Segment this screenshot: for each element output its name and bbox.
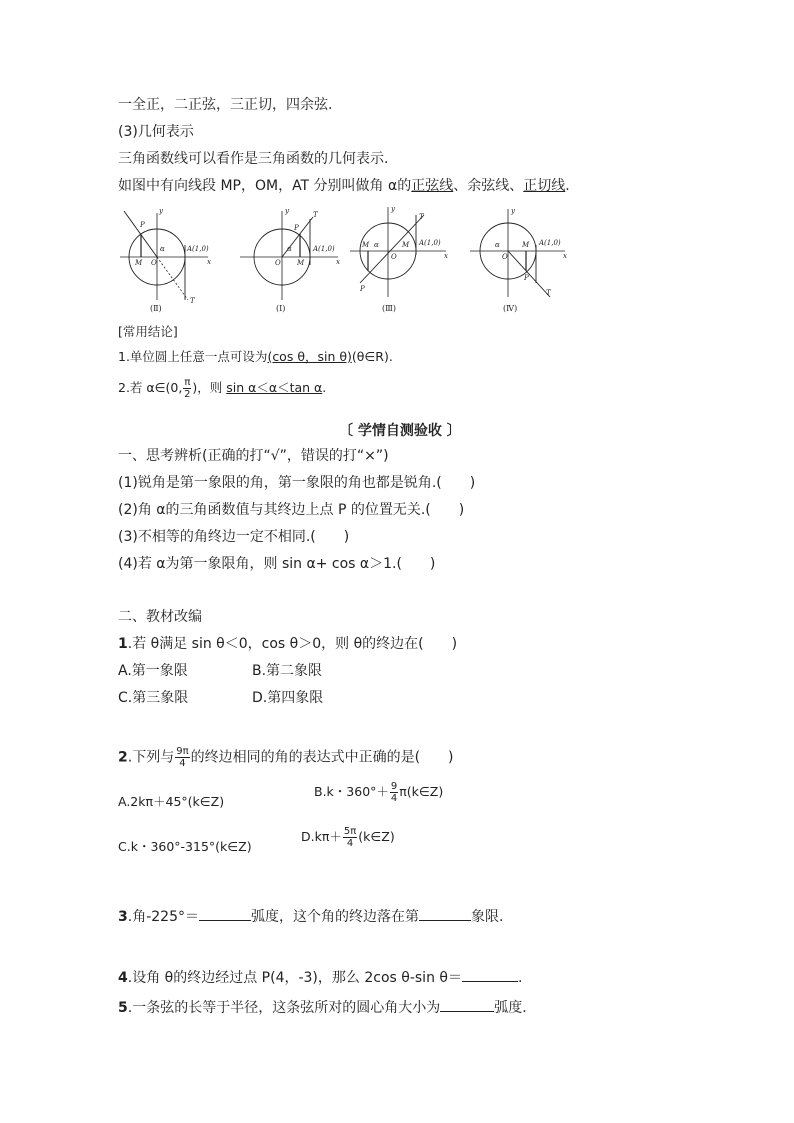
x-axis-label: x	[444, 252, 448, 260]
problem-1	[118, 635, 457, 653]
fraction-numerator: 5π	[343, 826, 357, 837]
problem-3-part-a: .角-225°＝	[127, 909, 199, 925]
answer-blank[interactable]	[440, 997, 494, 1012]
figure-caption: (Ⅱ)	[150, 304, 162, 313]
point-t-label: T	[313, 211, 318, 219]
answer-blank[interactable]	[199, 906, 251, 921]
option-d-pre: D.kπ＋	[301, 829, 342, 844]
problem-3	[118, 906, 503, 926]
sine-line-term: 正弦线	[411, 178, 454, 194]
figure-caption: (Ⅰ)	[276, 304, 286, 313]
figure-description	[118, 177, 570, 195]
fraction-denominator: 4	[346, 838, 354, 849]
conclusion-2-inequality: sin α＜α＜tan α	[226, 380, 323, 395]
pi-over-2-fraction	[183, 377, 191, 400]
problem-4-end: .	[517, 970, 523, 986]
section1-title: 一、思考辨析(正确的打“√”，错误的打“×”)	[118, 448, 389, 464]
option-b-post: π(k∈Z)	[399, 784, 444, 799]
point-m-label: M	[522, 241, 530, 249]
problem-5	[118, 997, 527, 1017]
problem-2	[118, 746, 454, 769]
fraction-numerator: 9π	[176, 746, 189, 757]
option-c: C.第三象限	[118, 690, 189, 706]
option-b-pre: B.k・360°＋	[314, 784, 389, 799]
judgment-question-4: (4)若 α为第一象限角，则 sin α+ cos α＞1.( )	[118, 556, 436, 572]
conclusion-2-prefix: 2.若 α∈(0,	[118, 380, 183, 395]
conclusion-item-1	[118, 348, 393, 366]
option-b	[314, 781, 443, 804]
section2-title: 二、教材改编	[118, 609, 202, 625]
figure-caption: (Ⅲ)	[382, 304, 396, 313]
figure-desc-prefix: 如图中有向线段 MP，OM，AT 分别叫做角 α的	[118, 178, 412, 194]
problem-5-end: 弧度.	[494, 1000, 527, 1016]
figure-quadrant-2	[120, 207, 211, 305]
point-t-label: T	[419, 213, 424, 221]
conclusion-item-2	[118, 377, 326, 400]
answer-blank[interactable]	[419, 906, 471, 921]
self-test-banner: 〔 学情自测验收 〕	[339, 423, 461, 439]
option-d: D.第四象限	[252, 690, 324, 706]
judgment-question-3: (3)不相等的角终边一定不相同.( )	[118, 529, 350, 545]
y-axis-label: y	[159, 207, 163, 215]
point-t-label: T	[546, 289, 551, 297]
problem-2-pre: .下列与	[127, 749, 175, 766]
separator: 、	[509, 178, 524, 194]
separator: 、	[453, 178, 468, 194]
problem-3-part-c: 象限.	[470, 909, 504, 925]
description-text: 三角函数线可以看作是三角函数的几何表示.	[118, 151, 389, 167]
cosine-line-term: 余弦线	[467, 178, 510, 194]
x-axis-label: x	[336, 258, 340, 266]
point-a-label: A(1,0)	[539, 239, 561, 247]
judgment-question-1: (1)锐角是第一象限的角，第一象限的角也都是锐角.( )	[118, 475, 476, 491]
point-p-label: P	[294, 224, 299, 232]
option-d	[301, 826, 395, 849]
figure-caption: (Ⅳ)	[503, 304, 518, 313]
origin-label: O	[391, 253, 397, 261]
period: .	[565, 178, 570, 194]
origin-label: O	[502, 253, 508, 261]
alpha-label: α	[287, 245, 292, 253]
alpha-label: α	[160, 245, 165, 253]
problem-number: 2	[118, 749, 128, 766]
origin-label: O	[275, 259, 281, 267]
problem-number: 4	[118, 970, 128, 986]
conclusions-title: [常用结论]	[118, 324, 178, 339]
problem-number: 1	[118, 636, 128, 652]
point-t-label: T	[190, 297, 195, 305]
conclusion-1-prefix: 1.单位圆上任意一点可设为	[118, 349, 268, 364]
point-m2-label: M	[402, 241, 410, 249]
fraction-numerator: 9	[390, 781, 398, 792]
figure-quadrant-4	[470, 207, 567, 297]
problem-5-text: .一条弦的长等于半径，这条弦所对的圆心角大小为	[127, 1000, 441, 1016]
origin-label: O	[151, 259, 157, 267]
point-a-label: A(1,0)	[419, 239, 441, 247]
mnemonic-text: 一全正，二正弦，三正切，四余弦.	[118, 97, 333, 113]
fraction-denominator: 4	[390, 793, 398, 804]
figure-quadrant-3	[350, 205, 448, 297]
alpha-label: α	[374, 241, 379, 249]
conclusion-1-coords: (cos θ，sin θ)	[267, 349, 352, 364]
problem-1-text: .若 θ满足 sin θ＜0，cos θ＞0，则 θ的终边在( )	[127, 636, 458, 652]
point-m-label: M	[362, 241, 370, 249]
point-p-label: P	[360, 285, 365, 293]
alpha-label: α	[495, 241, 500, 249]
option-c: C.k・360°-315°(k∈Z)	[118, 839, 252, 854]
conclusion-1-suffix: (θ∈R).	[351, 349, 393, 364]
problem-number: 3	[118, 909, 128, 925]
nine-pi-over-4-fraction	[175, 746, 189, 769]
problem-4	[118, 967, 522, 987]
conclusion-2-mid: )，则	[192, 380, 227, 395]
x-axis-label: x	[563, 252, 567, 260]
figure-quadrant-1	[240, 207, 340, 300]
section-heading: (3)几何表示	[118, 124, 194, 140]
tangent-line-term: 正切线	[523, 178, 566, 194]
point-p-label: P	[524, 274, 529, 282]
problem-number: 5	[118, 1000, 128, 1016]
fraction-denominator: 4	[179, 758, 186, 769]
y-axis-label: y	[285, 207, 289, 215]
conclusion-2-end: .	[322, 380, 327, 395]
option-d-fraction	[343, 826, 357, 849]
answer-blank[interactable]	[462, 967, 518, 982]
fraction-numerator: π	[184, 377, 191, 388]
problem-4-text: .设角 θ的终边经过点 P(4，-3)，那么 2cos θ-sin θ＝	[127, 970, 462, 986]
x-axis-label: x	[207, 258, 211, 266]
option-a: A.2kπ＋45°(k∈Z)	[118, 794, 225, 809]
point-p-label: P	[140, 221, 145, 229]
point-m-label: M	[135, 259, 143, 267]
fraction-denominator: 2	[184, 389, 191, 400]
y-axis-label: y	[511, 207, 515, 215]
point-m-label: M	[297, 259, 305, 267]
option-b: B.第二象限	[252, 663, 323, 679]
y-axis-label: y	[391, 205, 395, 213]
unit-circle-figures	[110, 205, 590, 315]
problem-3-part-b: 弧度，这个角的终边落在第	[250, 909, 419, 925]
option-a: A.第一象限	[118, 663, 188, 679]
option-b-fraction	[390, 781, 398, 804]
problem-2-post: 的终边相同的角的表达式中正确的是( )	[190, 749, 454, 766]
point-a-label: A(1,0)	[187, 245, 209, 253]
point-a-label: A(1,0)	[313, 245, 335, 253]
judgment-question-2: (2)角 α的三角函数值与其终边上点 P 的位置无关.( )	[118, 502, 465, 518]
option-d-post: (k∈Z)	[358, 829, 395, 844]
